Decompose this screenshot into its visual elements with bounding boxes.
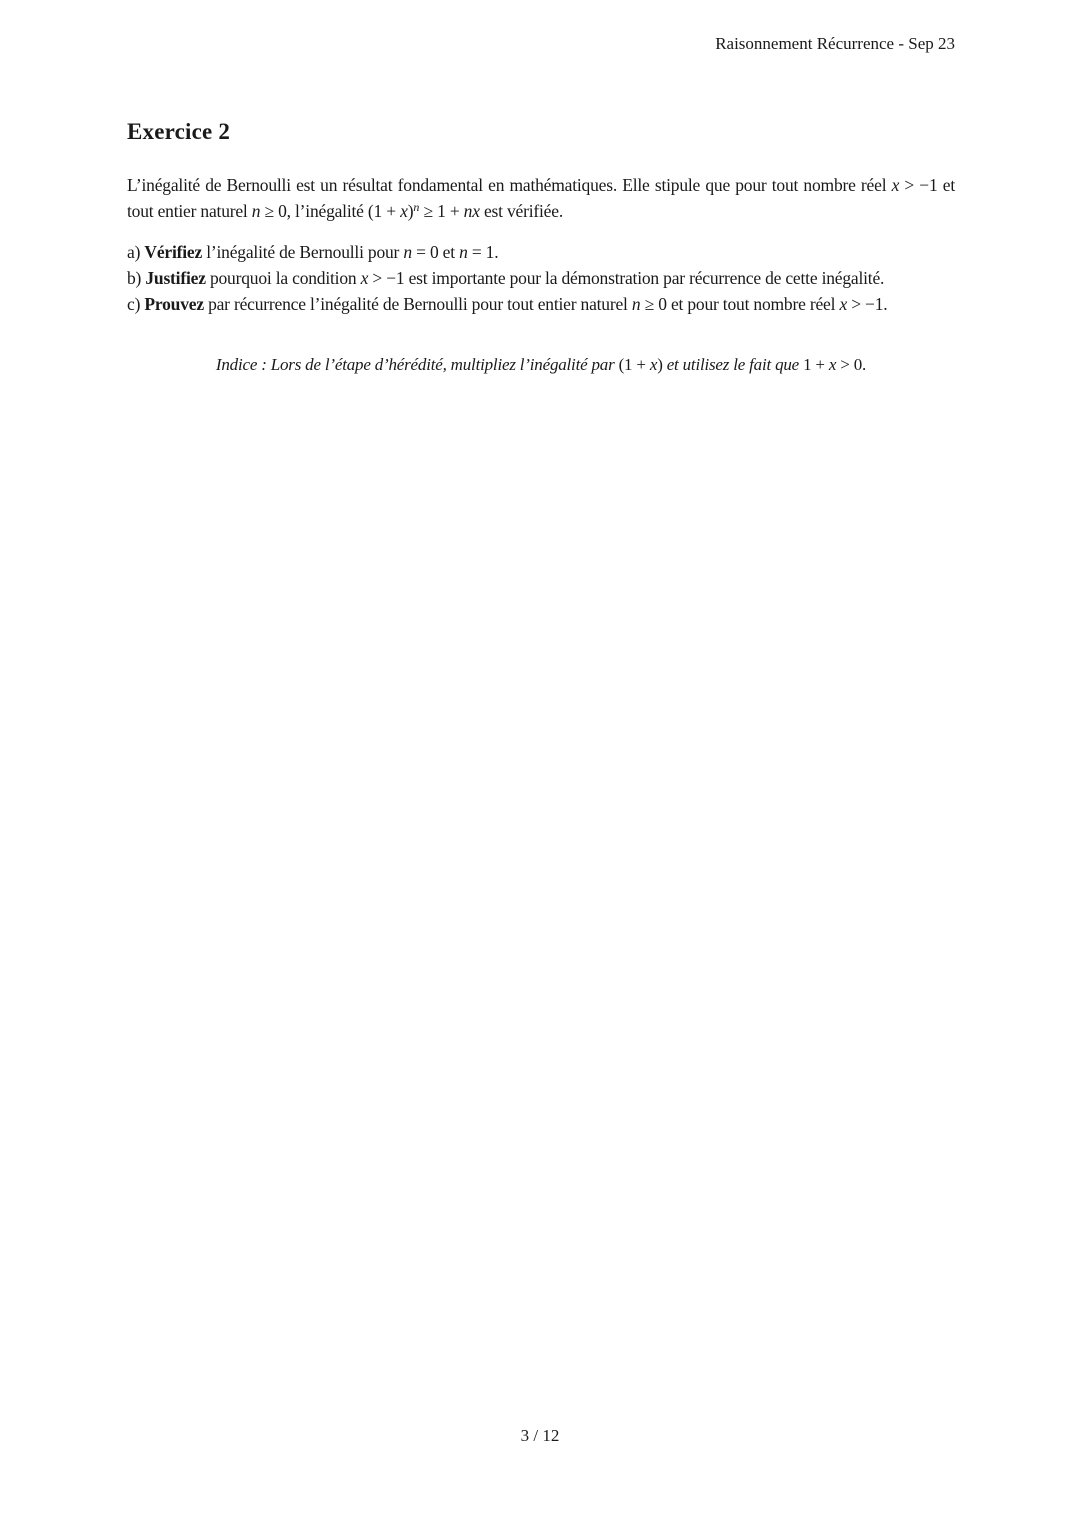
text-segment: ≥ 0 et pour tout nombre réel: [640, 294, 840, 314]
verb-bold: Prouvez: [144, 294, 204, 314]
text-segment: ): [407, 201, 414, 221]
math-paren: ): [657, 355, 663, 374]
hint-paragraph: [127, 352, 955, 378]
item-label: a): [127, 242, 145, 262]
math-number: 1 +: [803, 355, 829, 374]
math-var-x: x: [400, 201, 408, 221]
question-b: [127, 265, 955, 291]
text-segment: = 1.: [467, 242, 499, 262]
hint-text: et utilisez le fait que: [662, 355, 804, 374]
question-list: [127, 239, 955, 317]
text-segment: pourquoi la condition: [205, 268, 361, 288]
intro-paragraph: [127, 172, 955, 226]
verb-bold: Vérifiez: [144, 242, 203, 262]
text-segment: > −1 est importante pour la démonstration par récurrence de cette inégalité.: [368, 268, 885, 288]
text-segment: par récurrence l’inégalité de Bernoulli pour tout entier naturel: [203, 294, 632, 314]
text-segment: ≥ 0, l’inégalité (1 +: [260, 201, 401, 221]
question-c: [127, 291, 955, 317]
verb-bold: Justifiez: [145, 268, 206, 288]
math-var-n: n: [459, 242, 468, 262]
question-a: [127, 239, 955, 265]
math-var-nx: nx: [463, 201, 480, 221]
hint-text: Indice : Lors de l’étape d’hérédité, multipliez l’inégalité par: [215, 355, 619, 374]
text-segment: ≥ 1 +: [419, 201, 464, 221]
item-label: c): [127, 294, 145, 314]
math-var-n: n: [631, 294, 641, 314]
running-header: Raisonnement Récurrence - Sep 23: [715, 34, 955, 53]
math-var-x: x: [839, 294, 848, 314]
page-number: 3 / 12: [520, 1426, 560, 1445]
math-var-x: x: [360, 268, 369, 288]
math-var-n: n: [251, 201, 261, 221]
item-label: b): [127, 268, 146, 288]
text-segment: = 0 et: [411, 242, 460, 262]
text-segment: L’inégalité de Bernoulli est un résultat fondamental en mathématiques. Elle stipule que pour tout nombre réel: [127, 175, 892, 195]
math-var-n: n: [403, 242, 412, 262]
math-paren: (1 +: [618, 355, 650, 374]
text-segment: l’inégalité de Bernoulli pour: [202, 242, 404, 262]
math-var-x: x: [649, 355, 658, 374]
math-superscript-n: n: [413, 200, 420, 214]
math-var-x: x: [828, 355, 837, 374]
math-number: > 0.: [836, 355, 867, 374]
exercise-body: [127, 172, 955, 378]
text-segment: > −1.: [847, 294, 888, 314]
math-var-x: x: [891, 175, 900, 195]
text-segment: > −1 et tout entier naturel: [127, 175, 955, 221]
exercise-title: Exercice 2: [127, 119, 231, 144]
text-segment: est vérifiée.: [479, 201, 563, 221]
